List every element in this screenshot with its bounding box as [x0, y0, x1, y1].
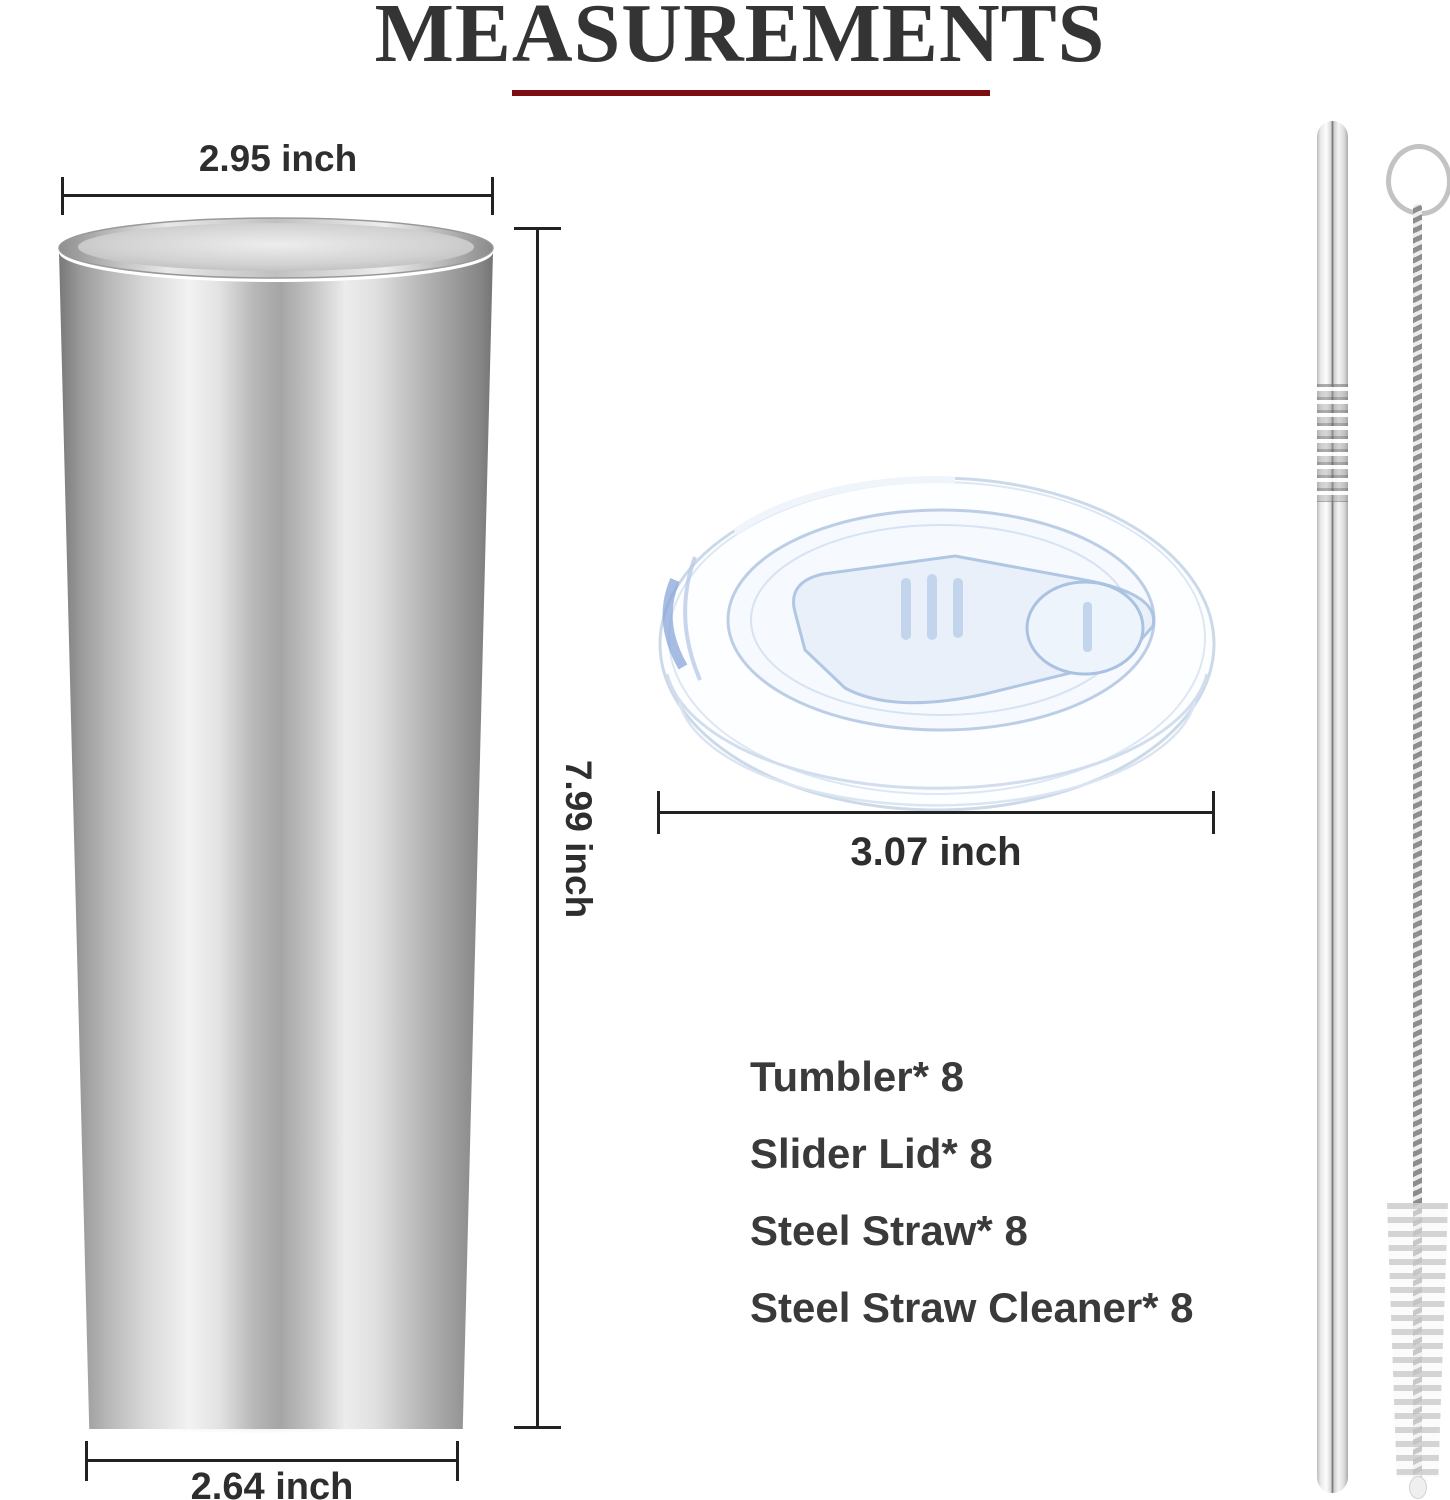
steel-straw-image [1317, 121, 1348, 1493]
straw-cleaner-tip [1409, 1476, 1427, 1499]
dimension-tick [514, 1426, 561, 1429]
dimension-line-lid-diameter [658, 811, 1214, 814]
dimension-tick [657, 791, 660, 834]
list-item: Steel Straw* 8 [750, 1207, 1028, 1254]
steel-straw-ridges [1317, 384, 1348, 502]
list-item: Steel Straw Cleaner* 8 [750, 1284, 1194, 1331]
title-underline [512, 90, 990, 96]
dimension-tick [491, 177, 494, 215]
dimension-tick [61, 177, 64, 215]
dimension-line-height [536, 228, 539, 1428]
slider-lid-image [655, 462, 1220, 812]
dimension-tick [514, 227, 561, 230]
dimension-tick [1212, 791, 1215, 834]
dimension-line-bottom-diameter [86, 1459, 458, 1462]
package-contents-list [750, 1053, 1194, 1331]
tumbler-height-label: 7.99 inch [558, 759, 599, 919]
straw-cleaner-bristles [1387, 1203, 1448, 1477]
tumbler-bottom-diameter-label: 2.64 inch [190, 1466, 354, 1500]
tumbler-image [56, 214, 496, 1429]
page-title: MEASUREMENTS [374, 0, 1106, 80]
tumbler-top-diameter-label: 2.95 inch [198, 138, 358, 179]
list-item: Slider Lid* 8 [750, 1130, 993, 1177]
lid-diameter-label: 3.07 inch [850, 830, 1022, 874]
dimension-line-top-diameter [62, 194, 494, 197]
list-item: Tumbler* 8 [750, 1053, 964, 1100]
